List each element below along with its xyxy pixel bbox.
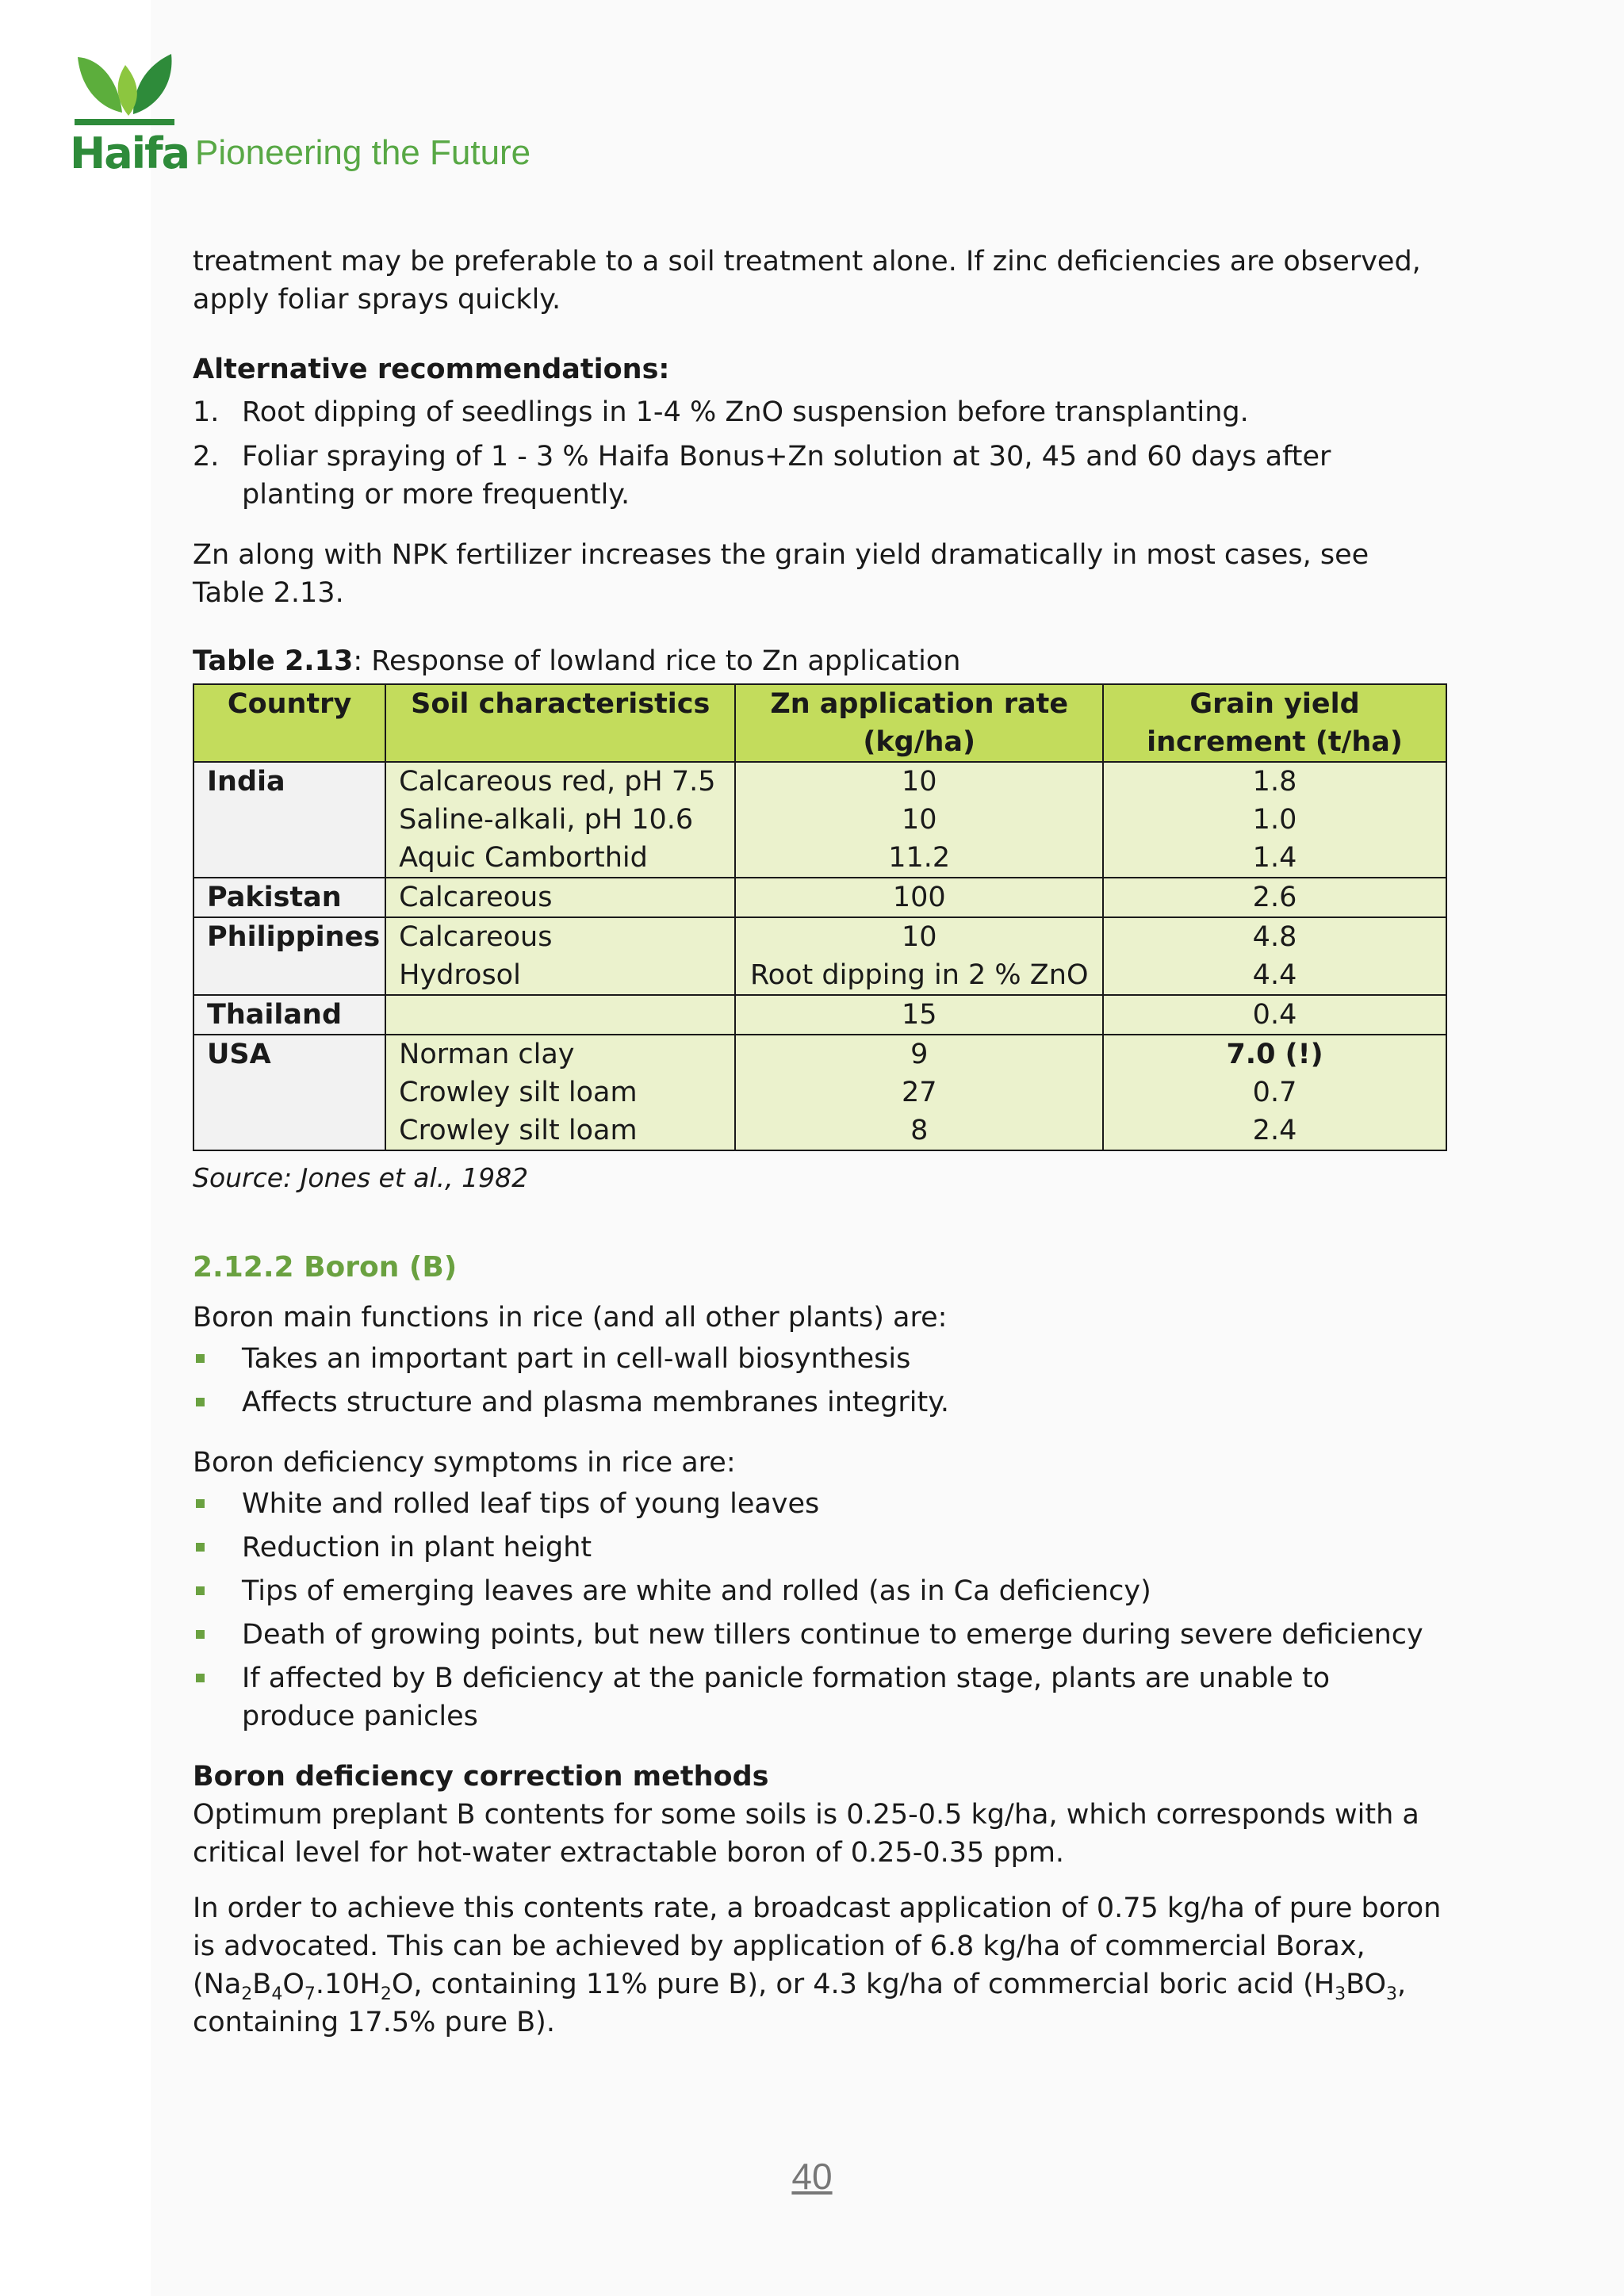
rate-cell: 10 <box>735 801 1103 839</box>
table-row <box>193 1073 1446 1112</box>
list-text: Death of growing points, but new tillers continue to emerge during severe deficiency <box>242 1619 1423 1651</box>
yield-cell: 1.4 <box>1103 839 1446 878</box>
list-item <box>193 1383 1446 1422</box>
list-item <box>193 1485 1446 1523</box>
alternative-heading: Alternative recommendations: <box>193 354 670 385</box>
alternative-list <box>193 393 1446 514</box>
list-text: Root dipping of seedlings in 1-4 % ZnO suspension before transplanting. <box>242 396 1249 428</box>
leaves-icon <box>70 51 181 130</box>
yield-cell: 0.4 <box>1103 995 1446 1035</box>
text-run: .10H <box>315 1969 381 2000</box>
yield-cell: 1.0 <box>1103 801 1446 839</box>
rate-cell: 27 <box>735 1073 1103 1112</box>
country-cell <box>193 956 385 995</box>
list-item <box>193 1572 1446 1610</box>
logo-tagline: Pioneering the Future <box>195 133 531 172</box>
text-run: , containing 17.5% pure B). <box>193 1969 1407 2038</box>
yield-cell: 4.8 <box>1103 917 1446 956</box>
boron-functions-intro: Boron main functions in rice (and all other plants) are: <box>193 1302 948 1334</box>
yield-cell: 0.7 <box>1103 1073 1446 1112</box>
table-row <box>193 956 1446 995</box>
table-row <box>193 839 1446 878</box>
soil-cell: Saline-alkali, pH 10.6 <box>385 801 735 839</box>
yield-cell: 1.8 <box>1103 762 1446 801</box>
subscript: 3 <box>1335 1984 1346 2004</box>
table-row <box>193 801 1446 839</box>
table-row <box>193 917 1446 956</box>
subscript: 3 <box>1386 1984 1398 2004</box>
page-content <box>193 243 1446 2042</box>
country-cell <box>193 1112 385 1150</box>
country-cell <box>193 1073 385 1112</box>
subscript: 2 <box>380 1984 392 2004</box>
page-number: 40 <box>791 2156 833 2197</box>
rate-cell: 8 <box>735 1112 1103 1150</box>
country-cell: India <box>193 762 385 801</box>
table-row <box>193 1035 1446 1073</box>
boron-section-heading: 2.12.2 Boron (B) <box>193 1251 458 1284</box>
soil-cell: Crowley silt loam <box>385 1073 735 1112</box>
zn-paragraph: Zn along with NPK fertilizer increases the grain yield dramatically in most cases, see Table 2.13. <box>193 539 1369 609</box>
soil-cell: Norman clay <box>385 1035 735 1073</box>
country-cell: Pakistan <box>193 878 385 917</box>
country-cell: Philippines <box>193 917 385 956</box>
list-item <box>193 1616 1446 1654</box>
text-run: O <box>282 1969 304 2000</box>
soil-cell: Calcareous red, pH 7.5 <box>385 762 735 801</box>
table-header-row <box>193 684 1446 762</box>
country-cell <box>193 839 385 878</box>
boron-symptoms-list <box>193 1485 1446 1735</box>
zn-response-table <box>193 683 1447 1151</box>
yield-cell: 2.6 <box>1103 878 1446 917</box>
table-row <box>193 762 1446 801</box>
bullet-square-icon <box>196 1586 205 1595</box>
text-run: B <box>252 1969 272 2000</box>
table-row <box>193 878 1446 917</box>
soil-cell: Calcareous <box>385 917 735 956</box>
subscript: 7 <box>304 1984 316 2004</box>
rate-cell: 9 <box>735 1035 1103 1073</box>
bullet-square-icon <box>196 1630 205 1639</box>
yield-cell: 7.0 (!) <box>1103 1035 1446 1073</box>
col-header-rate: Zn application rate (kg/ha) <box>735 684 1103 762</box>
list-item <box>193 393 1446 431</box>
rate-cell: 100 <box>735 878 1103 917</box>
text-run: B <box>1346 1969 1365 2000</box>
country-cell <box>193 801 385 839</box>
list-item <box>193 1529 1446 1567</box>
bullet-square-icon <box>196 1499 205 1508</box>
table-caption <box>193 642 1446 680</box>
list-text: Foliar spraying of 1 - 3 % Haifa Bonus+Zn solution at 30, 45 and 60 days after planting or more frequently. <box>242 441 1331 511</box>
col-header-soil: Soil characteristics <box>385 684 735 762</box>
list-item <box>193 1340 1446 1378</box>
caption-label: Table 2.13 <box>193 645 354 677</box>
list-number: 2. <box>193 441 220 473</box>
bullet-square-icon <box>196 1354 205 1363</box>
soil-cell: Hydrosol <box>385 956 735 995</box>
country-cell: Thailand <box>193 995 385 1035</box>
subscript: 2 <box>241 1984 253 2004</box>
list-item <box>193 1659 1446 1735</box>
rate-cell: 11.2 <box>735 839 1103 878</box>
rate-cell: 15 <box>735 995 1103 1035</box>
soil-cell <box>385 995 735 1035</box>
intro-paragraph: treatment may be preferable to a soil treatment alone. If zinc deficiencies are observed, apply foliar sprays quickly. <box>193 246 1421 316</box>
list-text: Affects structure and plasma membranes integrity. <box>242 1387 950 1418</box>
text-run: In order to achieve this contents rate, a broadcast application of 0.75 kg/ha of pure boron is advocated. This can be achieved by application of 6.8 kg/ha of commercial Borax, (Na <box>193 1892 1442 2000</box>
bullet-square-icon <box>196 1543 205 1552</box>
col-header-country: Country <box>193 684 385 762</box>
bullet-square-icon <box>196 1398 205 1406</box>
soil-cell: Calcareous <box>385 878 735 917</box>
col-header-yield: Grain yield increment (t/ha) <box>1103 684 1446 762</box>
rate-cell: Root dipping in 2 % ZnO <box>735 956 1103 995</box>
table-row <box>193 995 1446 1035</box>
logo-wordmark: Haifa <box>70 128 190 178</box>
correction-heading: Boron deficiency correction methods <box>193 1761 769 1793</box>
list-text: Takes an important part in cell-wall biosynthesis <box>242 1343 911 1375</box>
correction-paragraph-1: Optimum preplant B contents for some soils is 0.25-0.5 kg/ha, which corresponds with a critical level for hot-water extractable boron of 0.25-0.35 ppm. <box>193 1799 1419 1869</box>
list-text: Tips of emerging leaves are white and rolled (as in Ca deficiency) <box>242 1575 1151 1607</box>
boron-functions-list <box>193 1340 1446 1422</box>
list-text: If affected by B deficiency at the panicle formation stage, plants are unable to produce panicles <box>242 1663 1331 1732</box>
yield-cell: 2.4 <box>1103 1112 1446 1150</box>
table-source: Source: Jones et al., 1982 <box>193 1162 529 1193</box>
subscript: 4 <box>271 1984 283 2004</box>
list-number: 1. <box>193 396 220 428</box>
correction-paragraph-2 <box>193 1889 1446 2042</box>
list-text: White and rolled leaf tips of young leaves <box>242 1488 820 1520</box>
table-row <box>193 1112 1446 1150</box>
rate-cell: 10 <box>735 762 1103 801</box>
list-text: Reduction in plant height <box>242 1532 592 1563</box>
text-run: O, containing 11% pure B), or 4.3 kg/ha of commercial boric acid (H <box>391 1969 1335 2000</box>
yield-cell: 4.4 <box>1103 956 1446 995</box>
rate-cell: 10 <box>735 917 1103 956</box>
soil-cell: Crowley silt loam <box>385 1112 735 1150</box>
text-run: O <box>1364 1969 1387 2000</box>
list-item <box>193 438 1446 514</box>
boron-symptoms-intro: Boron deficiency symptoms in rice are: <box>193 1447 736 1479</box>
caption-text: : Response of lowland rice to Zn application <box>353 645 961 677</box>
country-cell: USA <box>193 1035 385 1073</box>
soil-cell: Aquic Camborthid <box>385 839 735 878</box>
haifa-logo <box>70 51 546 186</box>
bullet-square-icon <box>196 1674 205 1682</box>
